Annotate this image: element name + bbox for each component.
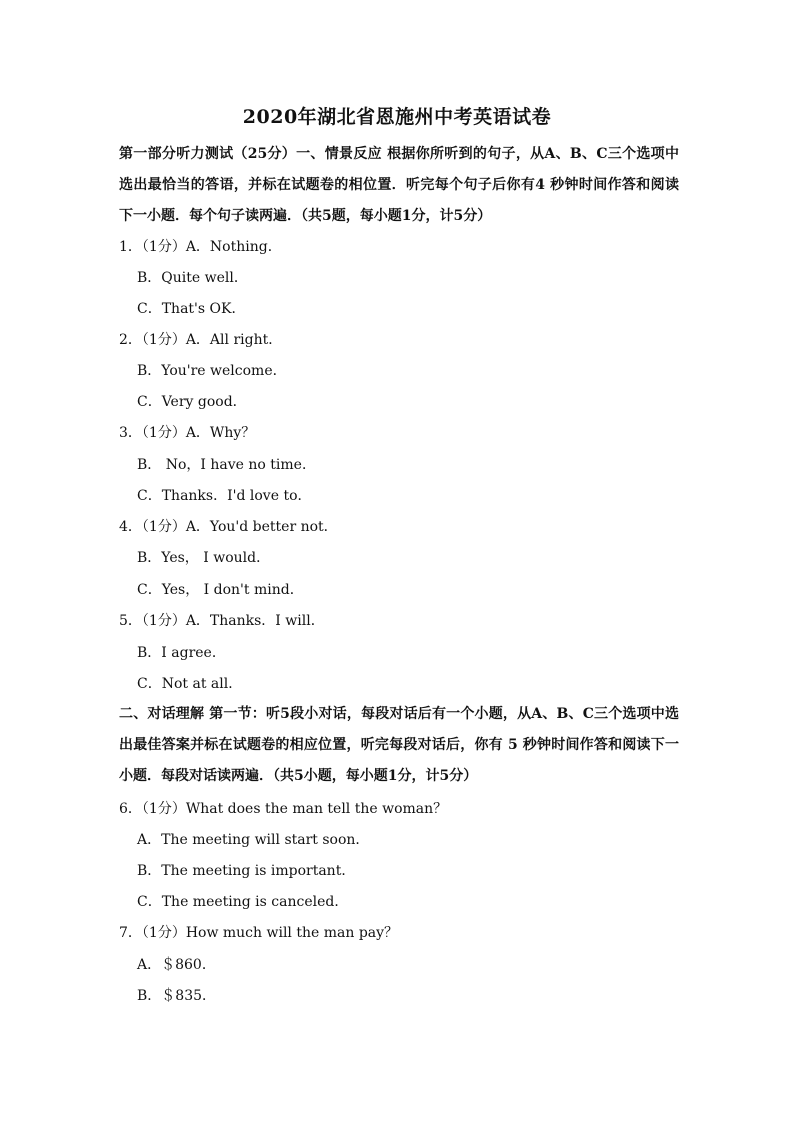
question-2-option-c: C．Very good． — [137, 394, 247, 410]
question-1-option-c: C．That's OK． — [137, 301, 246, 317]
question-7-option-b: B．＄835． — [137, 988, 217, 1004]
question-2-option-b: B．You're welcome． — [137, 363, 287, 379]
question-6-option-a: A．The meeting will start soon． — [137, 832, 370, 848]
question-5-option-c: C．Not at all． — [137, 676, 243, 692]
question-1-option-b: B．Quite well． — [137, 270, 248, 286]
question-6-option-c: C．The meeting is canceled． — [137, 894, 349, 910]
question-5: 5．（1分）A．Thanks．I will． — [119, 613, 325, 629]
question-6-option-b: B．The meeting is important． — [137, 863, 356, 879]
question-4-option-b: B．Yes， I would． — [137, 550, 271, 566]
question-4: 4．（1分）A．You'd better not． — [119, 519, 338, 535]
question-6: 6．（1分）What does the man tell the woman？ — [119, 801, 448, 817]
question-2: 2．（1分）A．All right． — [119, 332, 283, 348]
part2-instructions: 二、对话理解 第一节：听5段小对话，每段对话后有一个小题，从A、B、C三个选项中选出最佳答案并标在试题卷的相应位置，听完每段对话后，你有 5 秒钟时间作答和阅读下一小题．每段对话读两遍．（共5小题，每小题1分，计5分） — [119, 706, 679, 784]
part1-instructions: 第一部分听力测试（25分）一、情景反应 根据你所听到的句子，从A、B、C三个选项中选出最恰当的答语，并标在试题卷的相位置．听完每个句子后你有4 秒钟时间作答和阅读下一小题．每个句子读两遍．（共5题，每小题1分，计5分） — [119, 146, 679, 224]
exam-title: 2020年湖北省恩施州中考英语试卷 — [242, 106, 552, 128]
question-5-option-b: B．I agree． — [137, 645, 226, 661]
question-3-option-b: B． No，I have no time． — [137, 457, 316, 473]
question-3-option-c: C．Thanks．I'd love to． — [137, 488, 312, 504]
question-7: 7．（1分）How much will the man pay？ — [119, 925, 399, 941]
question-3: 3．（1分）A．Why？ — [119, 425, 256, 441]
question-1: 1．（1分）A．Nothing． — [119, 239, 282, 255]
question-4-option-c: C．Yes， I don't mind． — [137, 582, 304, 598]
question-7-option-a: A．＄860． — [137, 957, 216, 973]
